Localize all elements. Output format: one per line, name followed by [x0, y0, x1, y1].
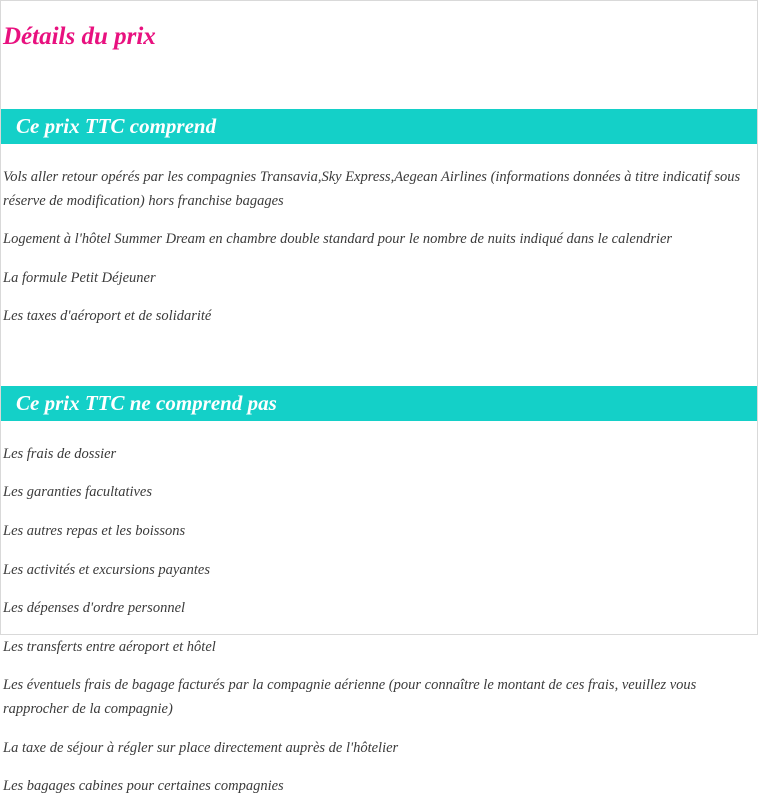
section-header-included	[1, 109, 757, 144]
section-price-excluded	[1, 386, 757, 798]
section-price-included	[1, 109, 757, 328]
list-item: Les garanties facultatives	[3, 484, 153, 501]
section-body-excluded	[1, 421, 757, 798]
list-item: Les bagages cabines pour certaines compagnies	[3, 778, 284, 795]
page-title: Détails du prix	[3, 23, 156, 50]
list-item: Vols aller retour opérés par les compagnies Transavia,Sky Express,Aegean Airlines (informations données à titre indicatif sous réserve de modification) hors franchise bagages	[3, 168, 741, 209]
list-item: Les frais de dossier	[3, 445, 117, 462]
list-item: Les taxes d'aéroport et de solidarité	[3, 308, 212, 325]
list-item: Les éventuels frais de bagage facturés par la compagnie aérienne (pour connaître le montant de ces frais, veuillez vous rapprocher de la compagnie)	[3, 677, 697, 718]
section-body-included	[1, 144, 757, 328]
section-header-excluded	[1, 386, 757, 421]
list-item: Les activités et excursions payantes	[3, 561, 210, 578]
list-item: Les dépenses d'ordre personnel	[3, 600, 186, 617]
list-item: La formule Petit Déjeuner	[3, 269, 156, 286]
list-item: La taxe de séjour à régler sur place directement auprès de l'hôtelier	[3, 739, 399, 756]
list-item: Les transferts entre aéroport et hôtel	[3, 638, 216, 655]
section-header-excluded-label: Ce prix TTC ne comprend pas	[16, 391, 277, 416]
list-item: Les autres repas et les boissons	[3, 522, 186, 539]
section-header-included-label: Ce prix TTC comprend	[16, 114, 217, 138]
list-item: Logement à l'hôtel Summer Dream en chambre double standard pour le nombre de nuits indiqué dans le calendrier	[3, 231, 673, 248]
